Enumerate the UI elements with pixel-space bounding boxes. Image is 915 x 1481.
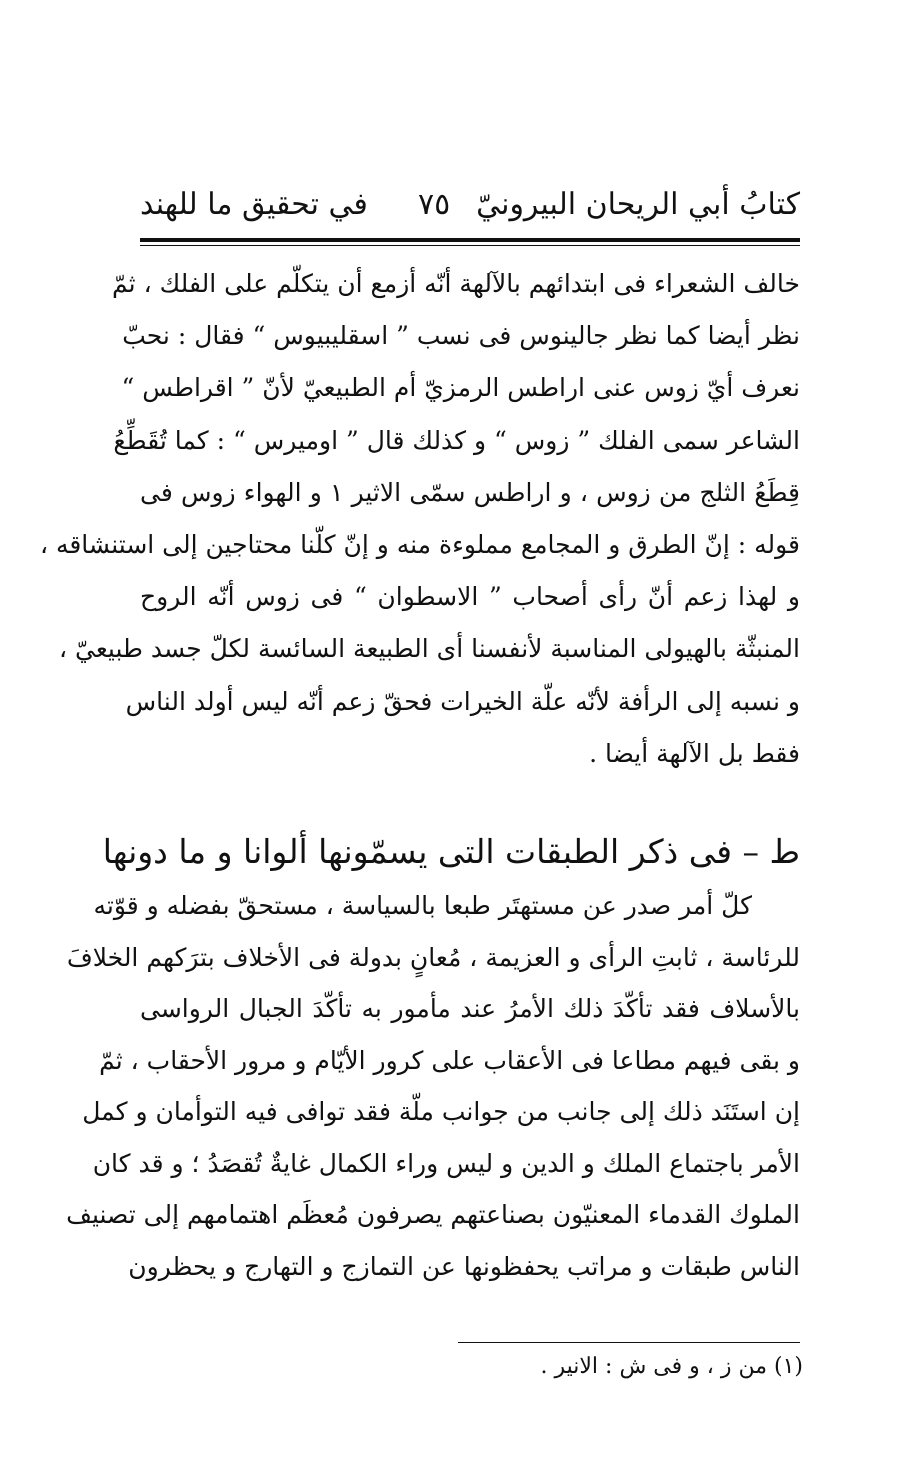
text-line: للرئاسة ، ثابتِ الرأى و العزيمة ، مُعانٍ بدولة فى الأخلاف بترَكهم الخلافَ: [66, 942, 800, 972]
subject-title: في تحقيق ما للهند: [140, 187, 368, 222]
text-line: قوله : إنّ الطرق و المجامع مملوءة منه و إنّ كلّنا محتاجين إلى استنشاقه ،: [39, 529, 800, 559]
text-line: الناس طبقات و مراتب يحفظونها عن التمازج و التهارج و يحظرون: [128, 1251, 800, 1281]
header-rule-thin: [140, 245, 800, 246]
paragraph-2: [66, 880, 800, 1292]
footnote: (١) من ز ، و فى ش : الانير .: [540, 1354, 803, 1379]
text-line: بالأسلاف فقد تأكّدَ ذلك الأمرُ عند مأمور به تأكّدَ الجبال الرواسى: [140, 994, 800, 1023]
header-rule: [140, 238, 800, 242]
page-number: ٧٥: [418, 187, 451, 222]
text-line: الشاعر سمى الفلك ” زوس “ و كذلك قال ” اوميرس “ : كما تُقَطِّعُ: [113, 425, 800, 455]
text-line: الملوك القدماء المعنيّون بصناعتهم يصرفون مُعظَم اهتمامهم إلى تصنيف: [66, 1200, 800, 1229]
paragraph-1: [39, 258, 800, 780]
section-heading: ط – فى ذكر الطبقات التى يسمّونها ألوانا و ما دونها: [102, 832, 800, 871]
text-line: المنبثّة بالهيولى المناسبة لأنفسنا أى الطبيعة السائسة لكلّ جسد طبيعيّ ،: [58, 634, 800, 664]
running-header: [140, 180, 800, 230]
text-line: و بقى فيهم مطاعا فى الأعقاب على كرور الأيّام و مرور الأحقاب ، ثمّ: [99, 1045, 800, 1075]
book-title: كتابُ أبي الريحان البيرونيّ: [476, 187, 800, 222]
footnote-rule: [458, 1342, 800, 1343]
text-line: خالف الشعراء فى ابتدائهم بالآلهة أنّه أزمع أن يتكلّم على الفلك ، ثمّ: [112, 269, 800, 298]
text-line: الأمر باجتماع الملك و الدين و ليس وراء الكمال غايةٌ تُقصَدُ ؛ و قد كان: [92, 1148, 800, 1178]
text-line: قِطَعُ الثلج من زوس ، و اراطس سمّى الاثير ١ و الهواء زوس فى: [140, 477, 800, 507]
text-line: نظر أيضا كما نظر جالينوس فى نسب ” اسقليبيوس “ فقال : نحبّ: [122, 321, 800, 351]
text-line: فقط بل الآلهة أيضا .: [589, 738, 800, 768]
text-line: كلّ أمر صدر عن مستهتَر طبعا بالسياسة ، مستحقّ بفضله و قوّته: [93, 891, 752, 920]
text-line: و نسبه إلى الرأفة لأنّه علّة الخيرات فحقّ زعم أنّه ليس أولد الناس: [125, 686, 800, 716]
text-line: نعرف أيّ زوس عنى اراطس الرمزيّ أم الطبيعيّ لأنّ ” اقراطس “: [121, 373, 800, 403]
text-line: و لهذا زعم أنّ رأى أصحاب ” الاسطوان “ فى زوس أنّه الروح: [140, 582, 800, 612]
text-line: إن استَنَد ذلك إلى جانب من جوانب ملّة فقد توافى فيه التوأمان و كمل: [82, 1097, 800, 1126]
